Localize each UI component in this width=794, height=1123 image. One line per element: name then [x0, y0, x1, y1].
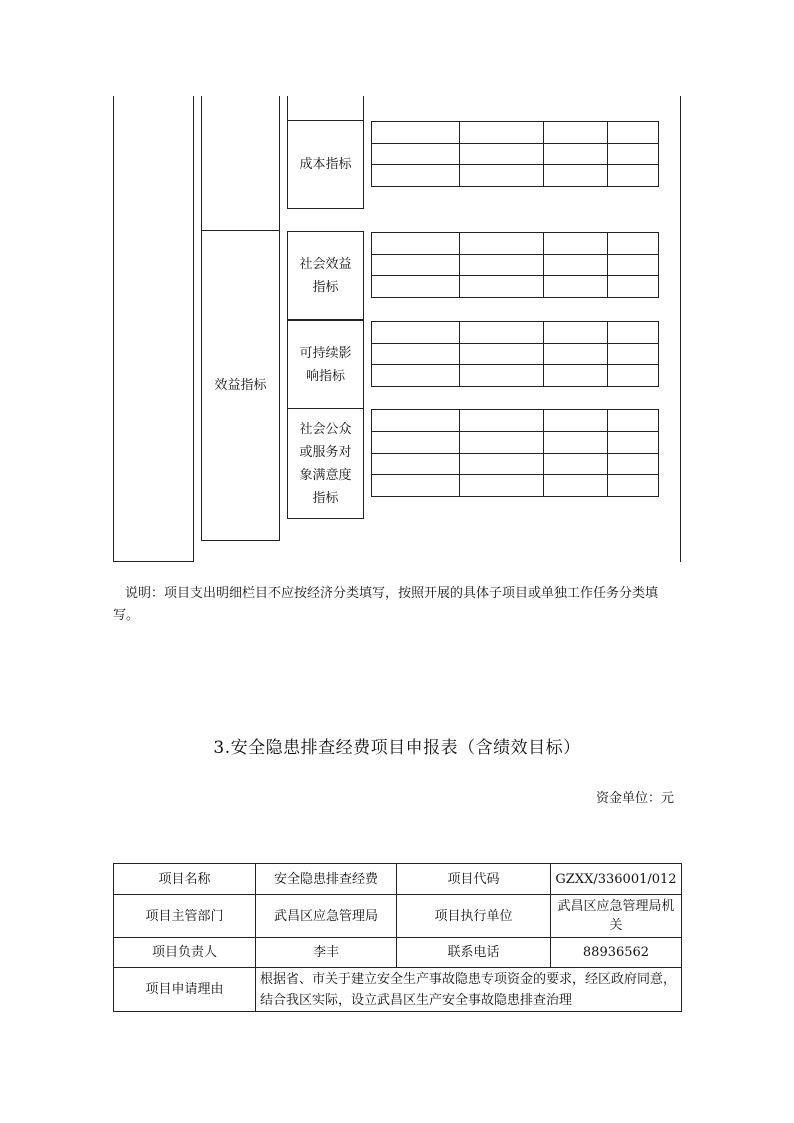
cost-indicator-label: 成本指标 [299, 157, 352, 172]
table-row [114, 968, 682, 1012]
fund-unit-label: 资金单位：元 [595, 791, 674, 806]
table-note: 说明：项目支出明细栏目不应按经济分类填写，按照开展的具体子项目或单独工作任务分类填写。 [113, 586, 659, 623]
level2-upper-left-line [201, 96, 202, 231]
outer-right-line [680, 96, 681, 562]
project-code-label: 项目代码 [397, 864, 551, 895]
table-row [114, 938, 682, 968]
phone-label: 联系电话 [397, 938, 551, 968]
table-row [114, 864, 682, 895]
executing-unit-label: 项目执行单位 [397, 895, 551, 938]
satisfaction-detail-grid [371, 409, 659, 497]
outer-col-bottom-line [113, 561, 194, 562]
benefit-indicator-label: 效益指标 [214, 378, 267, 393]
table-row [114, 895, 682, 938]
project-lead-label: 项目负责人 [114, 938, 256, 968]
executing-unit-value: 武昌区应急管理局机关 [551, 895, 682, 938]
level3-stub-left-line [287, 96, 288, 121]
outer-left-line [113, 96, 114, 562]
project-code-value: GZXX/336001/012 [551, 864, 682, 895]
project-lead-value: 李丰 [256, 938, 397, 968]
level2-upper-right-line [279, 96, 280, 231]
project-name-label: 项目名称 [114, 864, 256, 895]
satisfaction-label: 社会公众 或服务对 象满意度 指标 [299, 421, 352, 506]
phone-value: 88936562 [551, 938, 682, 968]
application-reason-label: 项目申请理由 [114, 968, 256, 1012]
social-benefit-label: 社会效益 指标 [299, 256, 352, 295]
sustain-detail-grid [371, 321, 659, 387]
supervisor-dept-value: 武昌区应急管理局 [256, 895, 397, 938]
social-detail-grid [371, 232, 659, 298]
supervisor-dept-label: 项目主管部门 [114, 895, 256, 938]
outer-col-right-line [193, 96, 194, 562]
project-info-table [113, 863, 682, 1012]
sustainability-label: 可持续影 响指标 [299, 345, 352, 384]
project-name-value: 安全隐患排查经费 [256, 864, 397, 895]
application-reason-text: 根据省、市关于建立安全生产事故隐患专项资金的要求，经区政府同意，结合我区实际，设立武昌区生产安全事故隐患排查治理 [256, 968, 682, 1012]
section-title: 3.安全隐患排查经费项目申报表（含绩效目标） [213, 738, 581, 758]
level3-stub-right-line [363, 96, 364, 121]
cost-detail-grid [371, 121, 659, 187]
